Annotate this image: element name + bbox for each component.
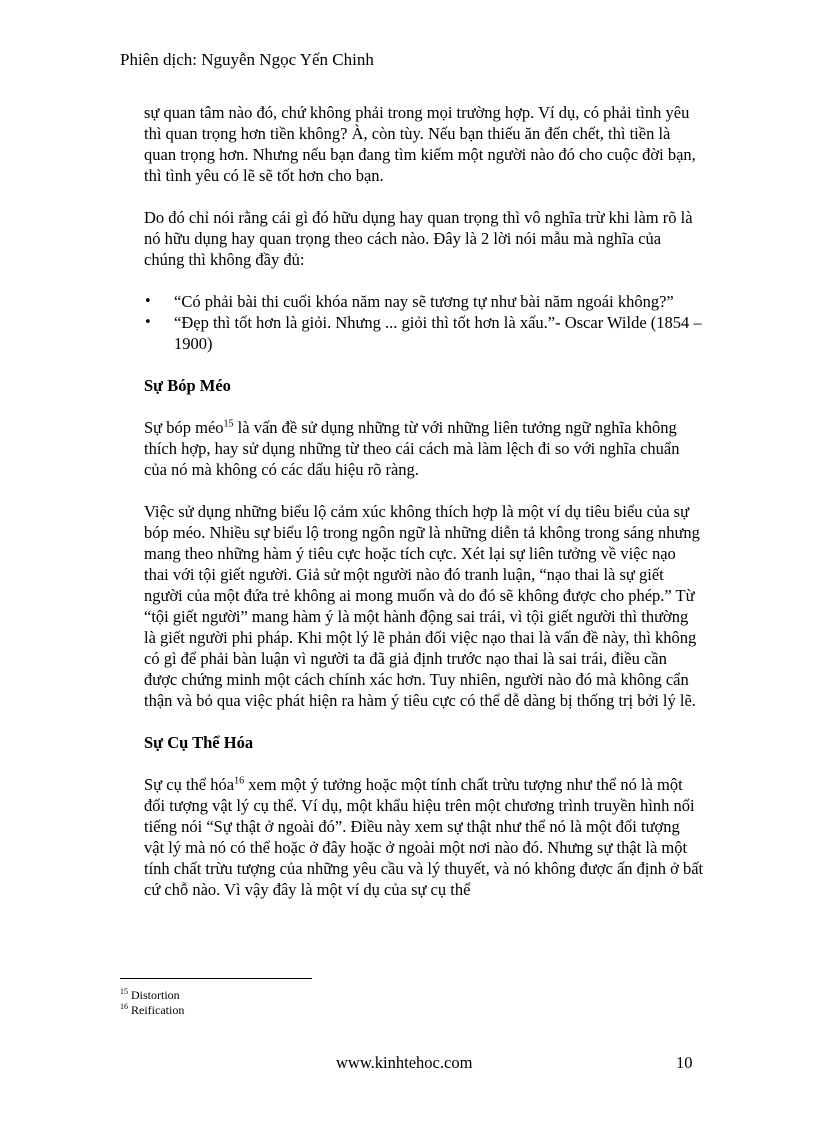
list-item-text: “Đẹp thì tốt hơn là giỏi. Nhưng ... giỏi thì tốt hơn là xấu.”- Oscar Wilde (1854 – 1900): [174, 313, 702, 353]
footnote-ref[interactable]: 15: [223, 418, 234, 430]
bullet-icon: •: [144, 315, 152, 330]
footnotes: [120, 988, 184, 1018]
paragraph: [144, 774, 704, 900]
list-item: [144, 312, 704, 354]
footnote: [120, 1003, 184, 1018]
paragraph-lead: Sự bóp méo: [144, 418, 224, 437]
running-header: Phiên dịch: Nguyễn Ngọc Yến Chinh: [120, 50, 374, 69]
example-list: [144, 291, 704, 354]
footnote-text: Distortion: [128, 988, 180, 1002]
page-number: 10: [676, 1053, 693, 1072]
paragraph: Việc sử dụng những biểu lộ cảm xúc không thích hợp là một ví dụ tiêu biểu của sự bóp méo. Nhiều sự biểu lộ trong ngôn ngữ là những diễn tả không trong sáng nhưng mang theo những hàm ý tiêu cực hoặc tích cực. Xét lại sự liên tưởng về việc nạo thai với tội giết người. Giả sử một người nào đó tranh luận, “nạo thai là sự giết người của một đứa trẻ không ai mong muốn và do đó sẽ không được cho phép.” Từ “tội giết người” mang hàm ý là một hành động sai trái, vì tội giết người thì thường là giết người phi pháp. Khi một lý lẽ phản đối việc nạo thai là vấn đề này, thì không có gì để phải bàn luận vì người ta đã giả định trước nạo thai là sai trái, điều cần được chứng minh một cách chính xác hơn. Tuy nhiên, người nào đó mà không cẩn thận và bỏ qua việc phát hiện ra hàm ý tiêu cực có thể dễ dàng bị thống trị bởi lý lẽ.: [144, 502, 700, 710]
footnote: [120, 988, 184, 1003]
footnote-text: Reification: [128, 1003, 185, 1017]
page-body: [144, 102, 704, 921]
list-item: [144, 291, 704, 312]
paragraph-text: là vấn đề sử dụng những từ với những liên tưởng ngữ nghĩa không thích hợp, hay sử dụng những từ theo cái cách mà làm lệch đi so với nghĩa chuẩn của nó mà không có các dấu hiệu rõ ràng.: [144, 418, 680, 479]
paragraph-text: xem một ý tưởng hoặc một tính chất trừu tượng như thể nó là một đối tượng vật lý cụ thể. Ví dụ, một khẩu hiệu trên một chương trình truyền hình nổi tiếng nói “Sự thật ở ngoài đó”. Điều này xem sự thật như thể nó là một đối tượng vật lý mà nó có thể hoặc ở đây hoặc ở ngoài một nơi nào đó. Nhưng sự thật là một tính chất trừu tượng của những yêu cầu và lý thuyết, và nó không được ấn định ở bất cứ chỗ nào. Vì vậy đây là một ví dụ của sự cụ thể: [144, 775, 704, 899]
paragraph: Do đó chỉ nói rằng cái gì đó hữu dụng hay quan trọng thì vô nghĩa trừ khi làm rõ là nó hữu dụng hay quan trọng theo cách nào. Đây là 2 lời nói mẫu mà nghĩa của chúng thì không đầy đủ:: [144, 208, 693, 269]
footnote-divider: [120, 978, 312, 979]
paragraph: sự quan tâm nào đó, chứ không phải trong mọi trường hợp. Ví dụ, có phải tình yêu thì quan trọng hơn tiền không? À, còn tùy. Nếu bạn thiếu ăn đến chết, thì tiền là quan trọng hơn. Nhưng nếu bạn đang tìm kiếm một người nào đó cho cuộc đời bạn, thì tình yêu có lẽ sẽ tốt hơn cho bạn.: [144, 103, 696, 185]
paragraph: [144, 417, 704, 480]
list-item-text: “Có phải bài thi cuối khóa năm nay sẽ tương tự như bài năm ngoái không?”: [174, 292, 674, 311]
section-heading-reification: Sự Cụ Thể Hóa: [144, 733, 254, 752]
section-heading-distortion: Sự Bóp Méo: [144, 376, 231, 395]
footnote-number: 16: [120, 1002, 128, 1011]
bullet-icon: •: [144, 294, 152, 309]
footnote-ref[interactable]: 16: [234, 775, 245, 787]
footnote-number: 15: [120, 987, 128, 996]
paragraph-lead: Sự cụ thể hóa: [144, 775, 235, 794]
footer-url[interactable]: www.kinhtehoc.com: [336, 1053, 473, 1072]
